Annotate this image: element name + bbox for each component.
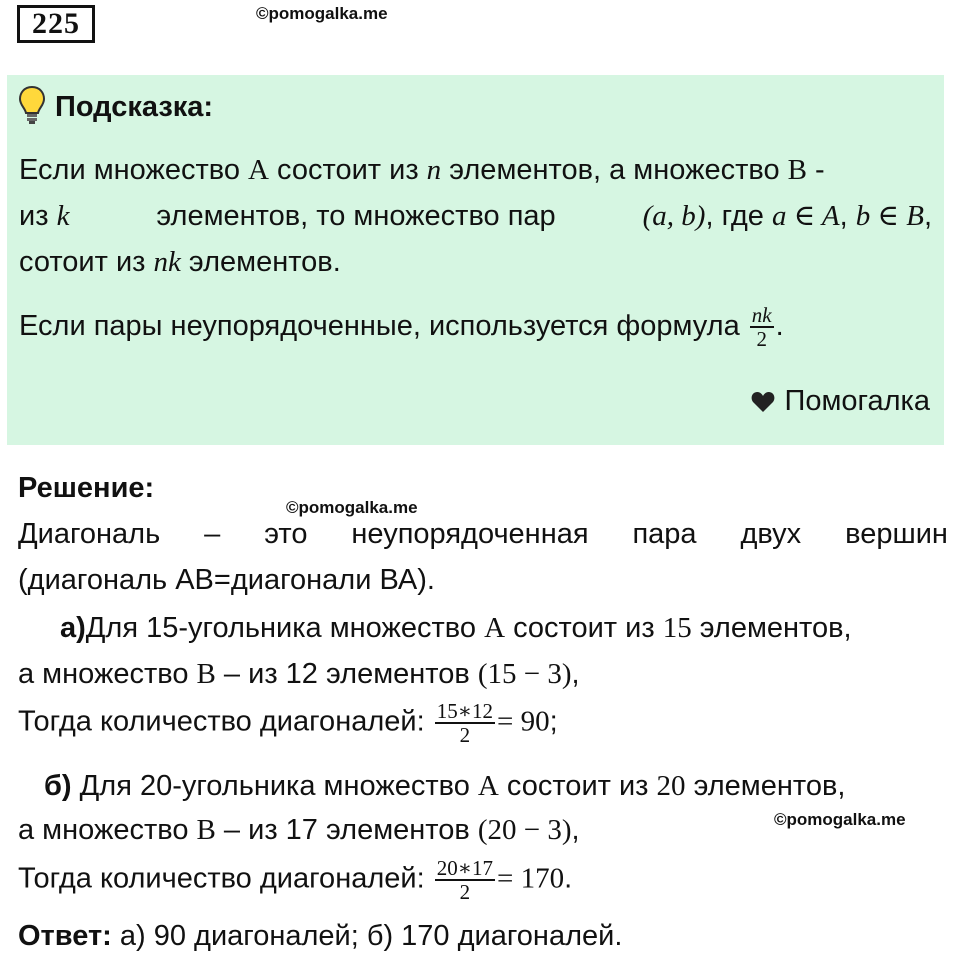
math-number: 20 bbox=[656, 770, 686, 802]
text: Если пары неупорядоченные, используется формула bbox=[19, 310, 748, 342]
problem-number: 225 bbox=[17, 5, 95, 43]
text: , bbox=[839, 200, 856, 232]
hint-box bbox=[7, 75, 944, 445]
math-nk: nk bbox=[153, 246, 181, 278]
text: ; bbox=[549, 705, 558, 738]
text: . bbox=[564, 862, 573, 895]
hint-title: Подсказка: bbox=[55, 91, 214, 123]
intro-word: неупорядоченная bbox=[351, 518, 589, 550]
watermark: ©pomogalka.me bbox=[286, 498, 418, 517]
fraction bbox=[435, 857, 495, 903]
math-n: n bbox=[426, 154, 442, 186]
text: элементов, а множество bbox=[441, 154, 788, 186]
fraction-numerator: nk bbox=[751, 303, 772, 328]
text: элементов, bbox=[685, 770, 846, 802]
intro-word: это bbox=[264, 518, 308, 550]
fraction-denominator: 2 bbox=[756, 327, 767, 352]
text: сотоит из bbox=[19, 246, 154, 278]
math-set-a: A bbox=[484, 612, 506, 644]
fraction bbox=[435, 700, 495, 746]
math-result: = 170 bbox=[496, 862, 565, 895]
math-b-in-b: b ∈ B bbox=[855, 200, 924, 232]
text: Тогда количество диагоналей: bbox=[18, 862, 433, 895]
text: Тогда количество диагоналей: bbox=[18, 705, 433, 738]
fraction-numerator: 15∗12 bbox=[436, 699, 493, 723]
part-a-line-3 bbox=[18, 700, 558, 746]
text: состоит из bbox=[505, 612, 663, 644]
watermark: ©pomogalka.me bbox=[774, 810, 906, 829]
math-set-a: A bbox=[248, 154, 269, 186]
part-b-label: б) bbox=[44, 770, 72, 802]
math-set-a: A bbox=[477, 770, 499, 802]
part-b-line-2 bbox=[18, 814, 580, 847]
math-k: k bbox=[56, 200, 70, 232]
fraction-denominator: 2 bbox=[459, 723, 471, 748]
math-set-b: B bbox=[196, 658, 216, 690]
part-a-line-2 bbox=[18, 658, 580, 691]
answer-line bbox=[18, 920, 622, 953]
math-expression: (15 − 3) bbox=[477, 658, 572, 690]
intro-word: – bbox=[204, 518, 221, 550]
watermark: ©pomogalka.me bbox=[256, 4, 388, 23]
intro-word: Диагональ bbox=[18, 518, 161, 550]
math-result: = 90 bbox=[496, 705, 550, 738]
text: Для 20-угольника множество bbox=[71, 770, 478, 802]
hint-header bbox=[19, 85, 213, 130]
text: - bbox=[807, 154, 825, 186]
math-pair: (a, b) bbox=[642, 200, 706, 232]
intro-word: пара bbox=[632, 518, 697, 550]
text: – из 17 элементов bbox=[215, 814, 478, 846]
text: а множество bbox=[18, 814, 197, 846]
math-a-in-a: a ∈ A bbox=[771, 200, 840, 232]
text: , bbox=[571, 658, 580, 690]
text: Для 15-угольника множество bbox=[85, 612, 485, 644]
math-set-b: B bbox=[787, 154, 807, 186]
heart-icon bbox=[751, 391, 775, 413]
math-expression: (20 − 3) bbox=[477, 814, 572, 846]
text: из bbox=[19, 200, 57, 232]
text: состоит из bbox=[498, 770, 657, 802]
part-b-line-1 bbox=[44, 770, 845, 803]
text: состоит из bbox=[268, 154, 427, 186]
text: а множество bbox=[18, 658, 197, 690]
text: элементов. bbox=[180, 246, 341, 278]
intro-word: двух bbox=[740, 518, 802, 550]
answer-label: Ответ: bbox=[18, 920, 112, 952]
signature bbox=[751, 385, 930, 418]
part-b-line-3 bbox=[18, 857, 572, 903]
intro-word: вершин bbox=[845, 518, 948, 550]
text: , bbox=[923, 200, 932, 232]
fraction-denominator: 2 bbox=[459, 880, 471, 905]
text: элементов, то множество пар bbox=[156, 200, 556, 232]
text: , где bbox=[705, 200, 772, 232]
math-set-b: B bbox=[196, 814, 216, 846]
lightbulb-icon bbox=[19, 85, 45, 130]
text: элементов, bbox=[691, 612, 852, 644]
hint-paragraph-1 bbox=[19, 147, 934, 285]
formula-fraction bbox=[750, 304, 774, 350]
math-number: 15 bbox=[662, 612, 692, 644]
signature-text: Помогалка bbox=[784, 385, 930, 417]
part-a-line-1 bbox=[60, 612, 852, 645]
text: , bbox=[571, 814, 580, 846]
fraction-numerator: 20∗17 bbox=[436, 856, 493, 880]
part-a-label: а) bbox=[60, 612, 86, 644]
solution-intro-line-2: (диагональ АВ=диагонали ВА). bbox=[18, 564, 435, 596]
solution-intro-line-1 bbox=[18, 518, 948, 551]
text: . bbox=[775, 310, 784, 342]
hint-paragraph-2 bbox=[19, 303, 934, 350]
solution-title: Решение: bbox=[18, 472, 155, 504]
text: Если множество bbox=[19, 154, 249, 186]
text: – из 12 элементов bbox=[215, 658, 478, 690]
answer-text: а) 90 диагоналей; б) 170 диагоналей. bbox=[111, 920, 623, 952]
